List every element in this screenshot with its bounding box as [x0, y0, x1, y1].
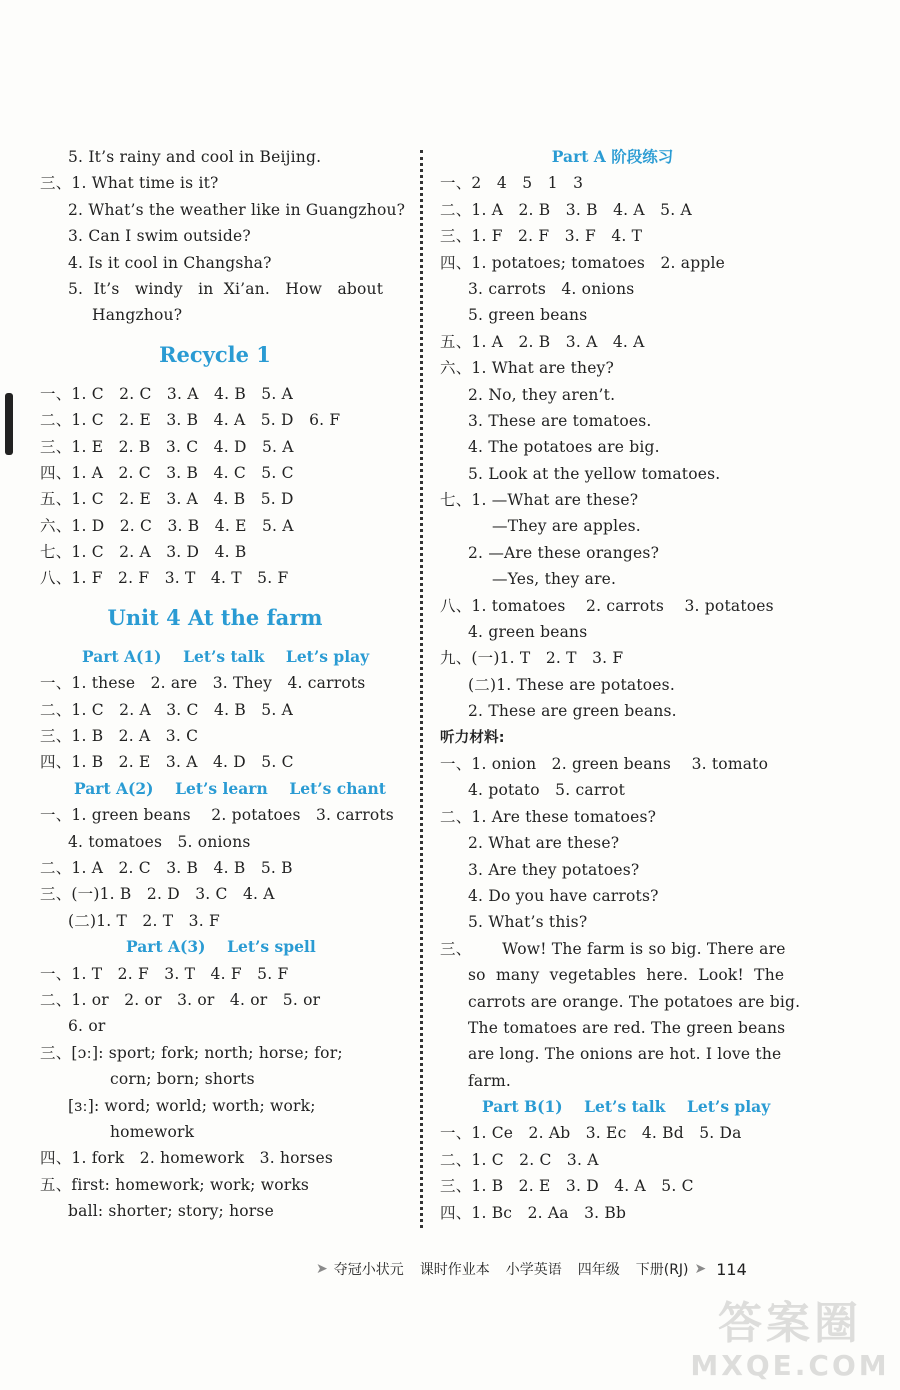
part-a1-answer-line: 二、1. C 2. A 3. C 4. B 5. A — [40, 700, 293, 719]
review-answer-line: 2. No, they aren’t. — [468, 385, 616, 404]
answer-line: 三、1. What time is it? — [40, 174, 219, 193]
listening-material-text — [440, 751, 801, 1094]
page-number: 114 — [716, 1259, 747, 1279]
answer-line: 5. It’s windy in Xi’an. How about — [68, 279, 384, 298]
review-answer-line: 八、1. tomatoes 2. carrots 3. potatoes — [440, 596, 774, 615]
review-answer-line: 4. The potatoes are big. — [468, 438, 660, 457]
review-answer-line: 六、1. What are they? — [440, 359, 615, 378]
watermark-line-2: MXQE.COM — [690, 1349, 890, 1382]
recycle-answer-line: 四、1. A 2. C 3. B 4. C 5. C — [40, 463, 294, 482]
review-answer-line: 七、1. —What are these? — [440, 491, 639, 510]
review-answer-line: 九、(一)1. T 2. T 3. F — [440, 649, 624, 668]
part-a1-answer-line: 三、1. B 2. A 3. C — [40, 727, 199, 746]
part-a3-answer-line: 一、1. T 2. F 3. T 4. F 5. F — [40, 964, 289, 983]
listening-text-line: 2. What are these? — [468, 834, 620, 853]
unit-4-heading: Unit 4 At the farm — [107, 604, 323, 630]
part-a3-answer-line: 三、[ɔː]: sport; fork; north; horse; for; — [40, 1043, 343, 1062]
recycle-answer-line: 三、1. E 2. B 3. C 4. D 5. A — [40, 437, 294, 456]
part-a1-heading: Part A(1) Let’s talk Let’s play — [82, 646, 370, 666]
part-a3-answer-line: 五、first: homework; work; works — [40, 1175, 310, 1194]
part-b1-answer-line: 二、1. C 2. C 3. A — [440, 1150, 599, 1169]
part-a3-heading: Part A(3) Let’s spell — [126, 937, 316, 957]
listening-text-line: 三、 Wow! The farm is so big. There are — [440, 939, 786, 958]
answer-line: 2. What’s the weather like in Guangzhou? — [68, 200, 406, 219]
scan-mark — [5, 393, 13, 455]
listening-text-line: 5. What’s this? — [468, 913, 588, 932]
footer-arrow-icon-2: ➤ — [694, 1261, 707, 1277]
recycle-answer-line: 八、1. F 2. F 3. T 4. T 5. F — [40, 569, 289, 588]
footer-book: 课时作业本 — [419, 1262, 490, 1278]
part-a3-answer-line: 四、1. fork 2. homework 3. horses — [40, 1149, 333, 1168]
left-top-answers — [40, 144, 406, 329]
answer-line: Hangzhou? — [92, 306, 183, 325]
left-column — [40, 144, 406, 1224]
review-answer-line: 一、2 4 5 1 3 — [440, 174, 584, 193]
review-answer-line: 4. green beans — [468, 623, 588, 642]
review-answer-line: 二、1. A 2. B 3. B 4. A 5. A — [440, 200, 692, 219]
review-answer-line: 3. carrots 4. onions — [468, 279, 635, 298]
part-a3-answer-line: 6. or — [68, 1017, 106, 1036]
review-answer-line: 5. Look at the yellow tomatoes. — [468, 464, 721, 483]
recycle-1-answers — [40, 381, 390, 592]
review-answer-line: 2. These are green beans. — [468, 702, 677, 721]
watermark-logo — [690, 1298, 890, 1386]
listening-text-line: carrots are orange. The potatoes are big. — [468, 992, 801, 1011]
recycle-answer-line: 二、1. C 2. E 3. B 4. A 5. D 6. F — [40, 411, 341, 430]
part-a2-answer-line: 二、1. A 2. C 3. B 4. B 5. B — [40, 858, 293, 877]
review-answer-line: —Yes, they are. — [492, 570, 617, 589]
footer-series: 夺冠小状元 — [333, 1262, 404, 1278]
part-b1-answer-line: 一、1. Ce 2. Ab 3. Ec 4. Bd 5. Da — [440, 1124, 742, 1143]
recycle-answer-line: 五、1. C 2. E 3. A 4. B 5. D — [40, 490, 294, 509]
page-footer — [316, 1257, 747, 1281]
part-a2-answer-line: 三、(一)1. B 2. D 3. C 4. A — [40, 885, 275, 904]
part-a2-answers — [40, 802, 394, 934]
review-answer-line: —They are apples. — [492, 517, 641, 536]
listening-text-line: are long. The onions are hot. I love the — [468, 1045, 782, 1064]
review-answer-line: 3. These are tomatoes. — [468, 411, 652, 430]
answer-line: 5. It’s rainy and cool in Beijing. — [68, 148, 322, 166]
footer-arrow-icon: ➤ — [316, 1261, 328, 1277]
listening-text-line: The tomatoes are red. The green beans — [468, 1018, 786, 1037]
part-a2-heading: Part A(2) Let’s learn Let’s chant — [74, 778, 386, 798]
recycle-1-heading: Recycle 1 — [159, 341, 271, 367]
part-a3-answer-line: homework — [110, 1122, 195, 1141]
review-answer-line: 2. —Are these oranges? — [468, 543, 660, 562]
footer-grade: 四年级 — [577, 1262, 620, 1278]
answer-line: 4. Is it cool in Changsha? — [68, 253, 272, 272]
answer-line: 3. Can I swim outside? — [68, 227, 251, 246]
review-answer-line: 三、1. F 2. F 3. F 4. T — [440, 227, 643, 246]
column-divider — [420, 150, 423, 1228]
part-a1-answer-line: 四、1. B 2. E 3. A 4. D 5. C — [40, 753, 294, 772]
part-a3-answer-line: ball: shorter; story; horse — [68, 1202, 274, 1221]
part-a2-answer-line: (二)1. T 2. T 3. F — [68, 911, 220, 930]
part-b1-answers — [440, 1120, 785, 1226]
footer-subject: 小学英语 — [505, 1262, 562, 1278]
part-a3-answer-line: 二、1. or 2. or 3. or 4. or 5. or — [40, 990, 321, 1009]
review-answer-line: 五、1. A 2. B 3. A 4. A — [440, 332, 645, 351]
listening-text-line: 二、1. Are these tomatoes? — [440, 807, 657, 826]
part-b1-answer-line: 四、1. Bc 2. Aa 3. Bb — [440, 1203, 627, 1222]
part-a2-answer-line: 4. tomatoes 5. onions — [68, 832, 251, 851]
listening-text-line: so many vegetables here. Look! The — [468, 966, 785, 985]
part-a2-answer-line: 一、1. green beans 2. potatoes 3. carrots — [40, 806, 394, 825]
listening-text-line: 4. potato 5. carrot — [468, 781, 625, 800]
part-a3-answers — [40, 961, 390, 1225]
part-a1-answers — [40, 670, 390, 776]
review-answer-line: (二)1. These are potatoes. — [468, 675, 675, 694]
part-a-review-heading: Part A 阶段练习 — [551, 147, 674, 166]
part-a3-answer-line: [ɜː]: word; world; worth; work; — [68, 1096, 316, 1115]
listening-text-line: farm. — [468, 1071, 512, 1090]
right-column — [440, 144, 801, 1226]
recycle-answer-line: 六、1. D 2. C 3. B 4. E 5. A — [40, 516, 294, 535]
watermark-line-1: 答案圈 — [718, 1298, 862, 1349]
footer-volume: 下册(RJ) — [635, 1262, 689, 1278]
review-answer-line: 5. green beans — [468, 306, 588, 325]
listening-material-label: 听力材料: — [440, 729, 505, 746]
part-b1-answer-line: 三、1. B 2. E 3. D 4. A 5. C — [440, 1177, 694, 1196]
listening-text-line: 4. Do you have carrots? — [468, 886, 659, 905]
recycle-answer-line: 七、1. C 2. A 3. D 4. B — [40, 543, 247, 562]
listening-text-line: 3. Are they potatoes? — [468, 860, 640, 879]
review-answer-line: 四、1. potatoes; tomatoes 2. apple — [440, 253, 725, 272]
recycle-answer-line: 一、1. C 2. C 3. A 4. B 5. A — [40, 384, 293, 403]
part-b1-heading: Part B(1) Let’s talk Let’s play — [482, 1097, 771, 1117]
listening-text-line: 一、1. onion 2. green beans 3. tomato — [440, 754, 769, 773]
part-a-review-answers — [440, 170, 785, 724]
part-a1-answer-line: 一、1. these 2. are 3. They 4. carrots — [40, 674, 366, 693]
part-a3-answer-line: corn; born; shorts — [110, 1070, 255, 1089]
